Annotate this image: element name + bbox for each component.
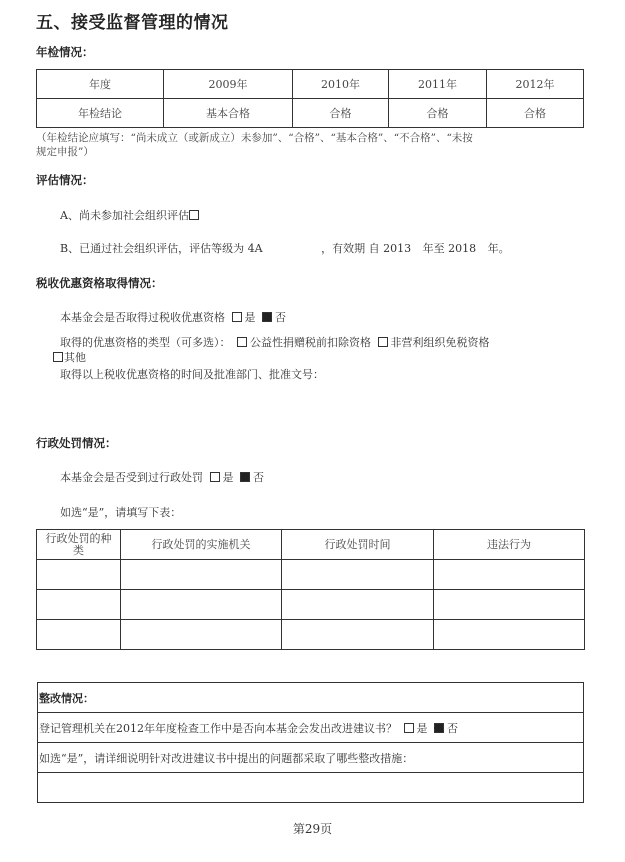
tax-question-2 <box>60 334 490 350</box>
valid-from-year: 2013 <box>383 242 412 255</box>
section-title: 五、接受监督管理的情况 <box>36 13 229 33</box>
tax-heading: 税收优惠资格取得情况： <box>36 276 163 290</box>
table-cell[interactable] <box>121 620 282 650</box>
table-cell[interactable] <box>121 590 282 620</box>
evaluation-option-b <box>60 240 510 256</box>
table-cell[interactable] <box>37 560 121 590</box>
table-cell[interactable] <box>434 560 585 590</box>
table-cell[interactable] <box>434 590 585 620</box>
table-header-cell: 2010年 <box>293 70 389 99</box>
table-cell: 基本合格 <box>164 99 293 128</box>
rectification-no-label: 否 <box>447 721 458 735</box>
table-cell[interactable] <box>37 590 121 620</box>
table-header-cell: 2011年 <box>389 70 487 99</box>
annual-note-line2: 规定申报”） <box>36 146 94 158</box>
tax-opt3-label: 其他 <box>64 351 86 364</box>
evaluation-heading: 评估情况： <box>36 173 94 187</box>
page-number: 第29页 <box>292 822 333 836</box>
tax-question-1 <box>60 309 286 325</box>
penalty-heading: 行政处罚情况： <box>36 436 117 450</box>
valid-to-year: 2018 <box>448 242 477 255</box>
table-row <box>37 70 584 99</box>
table-row <box>38 713 584 743</box>
annual-note-line1: （年检结论应填写：“尚未成立（或新成立）未参加”、“合格”、“基本合格”、“不合格”、“未按 <box>36 132 473 144</box>
penalty-no-checkbox[interactable] <box>240 472 250 482</box>
rectification-answer-cell[interactable] <box>38 773 584 803</box>
tax-opt2-checkbox[interactable] <box>378 337 388 347</box>
table-cell: 合格 <box>487 99 584 128</box>
penalty-question <box>60 469 264 485</box>
table-header-cell: 行政处罚时间 <box>282 530 434 560</box>
valid-to-label: 年至 <box>422 242 445 255</box>
tax-yes-checkbox[interactable] <box>232 312 242 322</box>
evaluation-option-a <box>60 207 202 223</box>
table-header-cell: 年度 <box>37 70 164 99</box>
evaluation-grade: 4A <box>247 242 263 255</box>
penalty-yes-checkbox[interactable] <box>210 472 220 482</box>
table-row <box>38 773 584 803</box>
table-row <box>37 530 585 560</box>
penalty-yes-label: 是 <box>222 471 234 484</box>
rectification-no-checkbox[interactable] <box>434 723 444 733</box>
tax-no-label: 否 <box>275 311 286 324</box>
table-header-cell: 违法行为 <box>434 530 585 560</box>
option-b-label: B、已通过社会组织评估，评估等级为 <box>60 242 245 255</box>
rectification-yes-label: 是 <box>416 721 428 735</box>
table-cell: 年检结论 <box>37 99 164 128</box>
penalty-table <box>36 529 585 650</box>
table-cell[interactable] <box>37 620 121 650</box>
valid-prefix: ，有效期 自 <box>321 242 380 255</box>
annual-inspection-heading: 年检情况： <box>36 45 94 59</box>
table-header-cell: 2012年 <box>487 70 584 99</box>
tax-opt2-label: 非营利组织免税资格 <box>390 336 490 349</box>
penalty-q1-label: 本基金会是否受到过行政处罚 <box>60 471 203 484</box>
penalty-no-label: 否 <box>253 471 264 484</box>
rectification-q2: 如选“是”，请详细说明针对改进建议书中提出的问题都采取了哪些整改措施： <box>38 743 584 773</box>
table-row <box>38 743 584 773</box>
tax-no-checkbox[interactable] <box>262 312 272 322</box>
table-cell[interactable] <box>282 620 434 650</box>
tax-q1-label: 本基金会是否取得过税收优惠资格 <box>60 311 225 324</box>
tax-yes-label: 是 <box>244 311 256 324</box>
tax-option-other <box>53 349 86 365</box>
table-cell: 合格 <box>293 99 389 128</box>
option-a-label: A、尚未参加社会组织评估 <box>60 209 189 222</box>
table-cell: 合格 <box>389 99 487 128</box>
option-a-checkbox[interactable] <box>189 210 199 220</box>
rectification-question-cell <box>38 713 584 743</box>
rectification-heading: 整改情况： <box>38 683 584 713</box>
table-row <box>37 560 585 590</box>
rectification-q1-label: 登记管理机关在2012年年度检查工作中是否向本基金会发出改进建议书？ <box>39 721 397 735</box>
table-cell[interactable] <box>121 560 282 590</box>
table-cell[interactable] <box>434 620 585 650</box>
table-row <box>37 590 585 620</box>
penalty-instruction: 如选“是”，请填写下表： <box>60 506 182 519</box>
table-row <box>38 683 584 713</box>
tax-opt1-checkbox[interactable] <box>237 337 247 347</box>
table-header-cell: 2009年 <box>164 70 293 99</box>
rectification-table <box>37 682 584 803</box>
table-cell[interactable] <box>282 560 434 590</box>
table-row <box>37 620 585 650</box>
table-header-cell: 行政处罚的种类 <box>37 530 121 560</box>
year-suffix: 年。 <box>487 242 510 255</box>
table-header-cell: 行政处罚的实施机关 <box>121 530 282 560</box>
tax-opt1-label: 公益性捐赠税前扣除资格 <box>250 336 371 349</box>
table-row <box>37 99 584 128</box>
tax-q2-label: 取得的优惠资格的类型（可多选）： <box>60 336 231 349</box>
tax-opt3-checkbox[interactable] <box>53 352 63 362</box>
table-cell[interactable] <box>282 590 434 620</box>
rectification-yes-checkbox[interactable] <box>404 723 414 733</box>
tax-question-3: 取得以上税收优惠资格的时间及批准部门、批准文号： <box>60 368 324 381</box>
annual-inspection-table <box>36 69 584 128</box>
